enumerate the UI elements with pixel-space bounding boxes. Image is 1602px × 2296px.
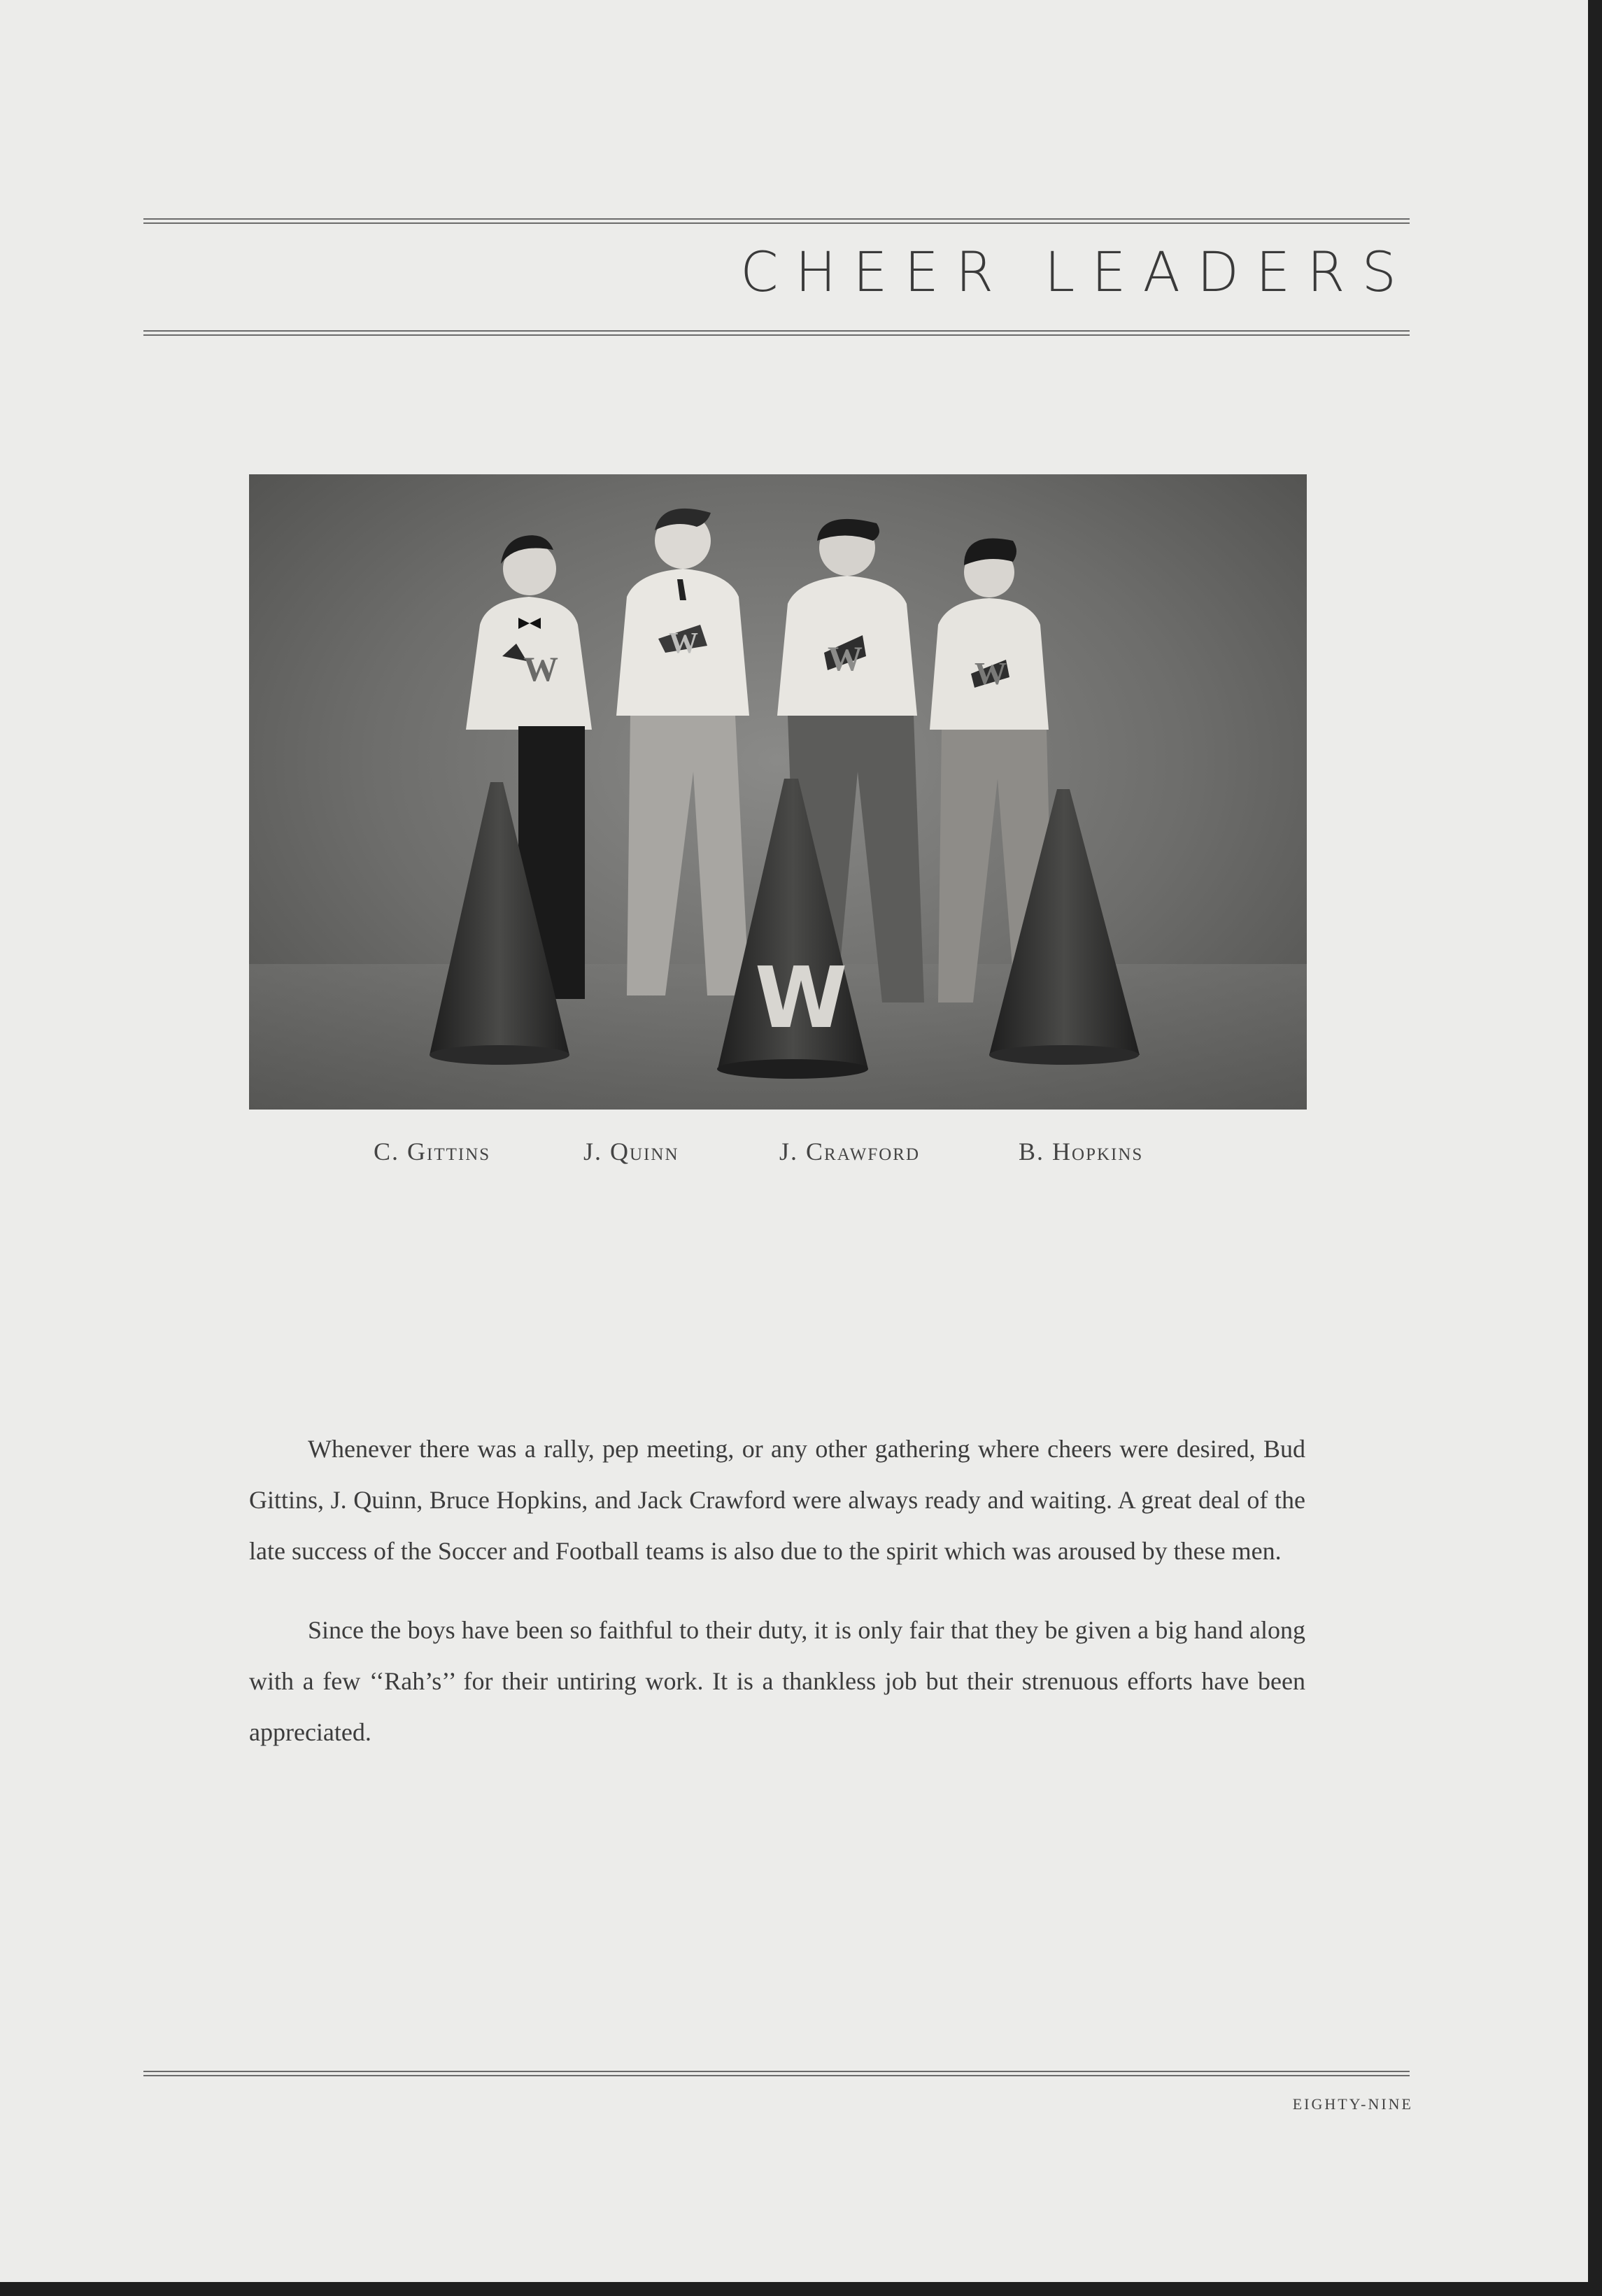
svg-text:W: W <box>523 649 558 688</box>
page-number: EIGHTY-NINE <box>1292 2095 1413 2113</box>
top-rule <box>143 218 1410 224</box>
svg-text:W: W <box>974 656 1007 691</box>
caption-name: J. Quinn <box>583 1138 679 1165</box>
title-rule <box>143 330 1410 336</box>
group-photo-icon <box>249 474 1307 1110</box>
caption-name: B. Hopkins <box>1019 1138 1144 1165</box>
page-title: CHEER LEADERS <box>740 241 1413 304</box>
svg-text:W: W <box>669 628 698 660</box>
caption-name: C. Gittins <box>374 1138 491 1165</box>
bottom-rule <box>143 2071 1410 2076</box>
body-text <box>249 1424 1305 1786</box>
caption-name: J. Crawford <box>779 1138 921 1165</box>
svg-text:W: W <box>828 639 863 678</box>
photo-captions <box>249 1137 1307 1179</box>
svg-text:W: W <box>755 950 848 1047</box>
scan-edge <box>1588 0 1602 2296</box>
group-photo <box>249 474 1307 1110</box>
paragraph: Since the boys have been so faithful to their duty, it is only fair that they be given a big hand along with a few ‘‘Rah’s’’ for their untiring work. It is a thankless job but their strenuous efforts have been appreciated. <box>249 1616 1305 1746</box>
cheerleader-figure <box>616 509 749 995</box>
scan-edge <box>0 2282 1602 2296</box>
paragraph: Whenever there was a rally, pep meeting, or any other gathering where cheers were desired, Bud Gittins, J. Quinn, Bruce Hopkins, and Jack Crawford were always ready and waiting. A great deal of the late success of the Soccer and Football teams is also due to the spirit which was aroused by these men. <box>249 1435 1305 1565</box>
